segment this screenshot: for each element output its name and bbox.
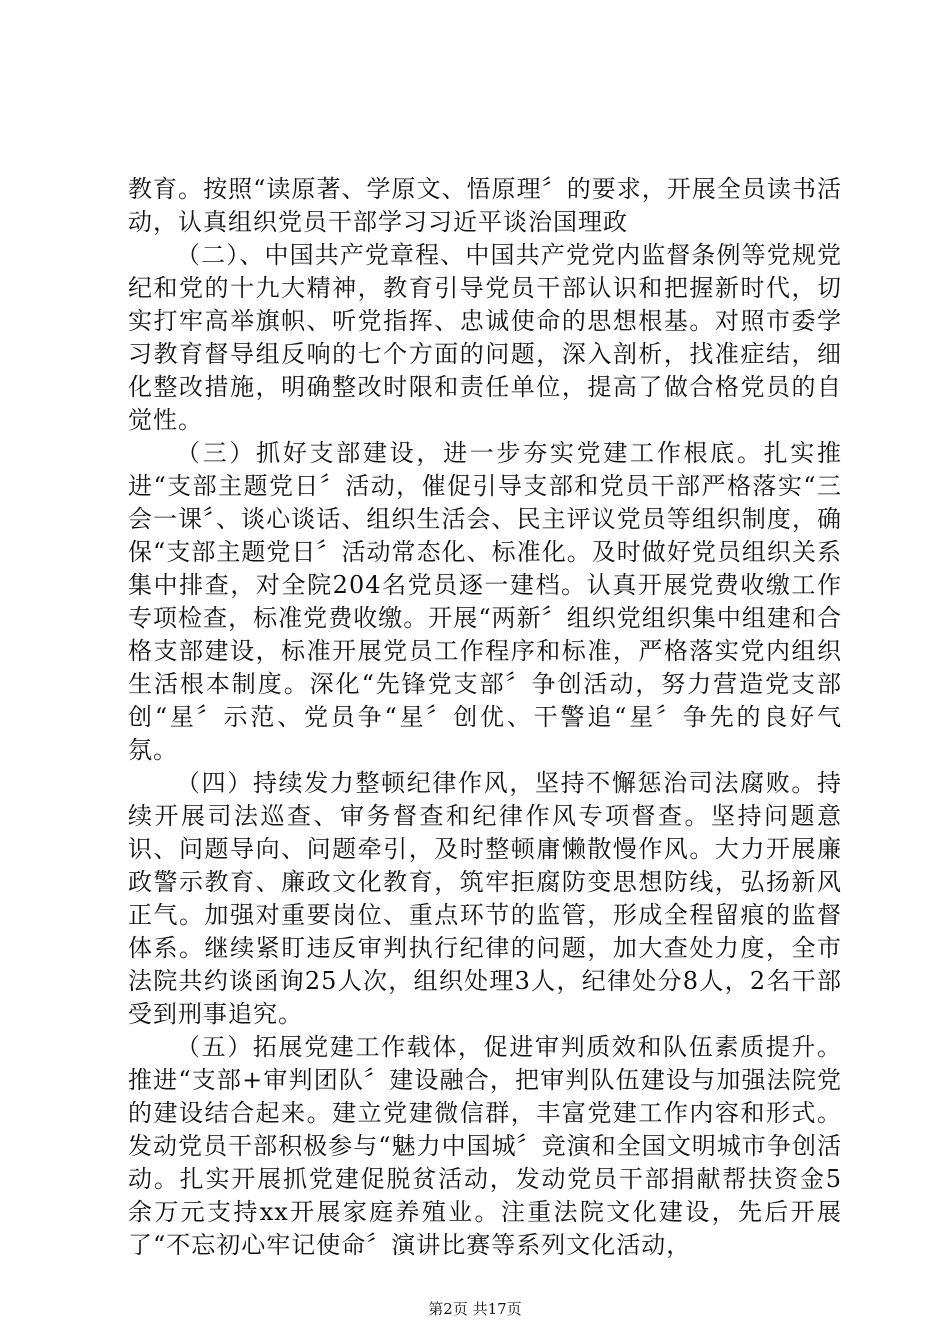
paragraph-section-5: （五）拓展党建工作载体，促进审判质效和队伍素质提升。推进“支部+审判团队〞建设融合，把审判队伍建设与加强法院党的建设结合起来。建立党建微信群，丰富党建工作内容和形式。发动党员干部积极参与“魅力中国城〞竞演和全国文明城市争创活动。扎实开展抓党建促脱贫活动，发动党员干部捐献帮扶资金5余万元支持xx开展家庭养殖业。注重法院文化建设，先后开展了“不忘初心牢记使命〞演讲比赛等系列文化活动， [128, 1033, 842, 1259]
paragraph-section-2: （二）、中国共产党章程、中国共产党党内监督条例等党规党纪和党的十九大精神，教育引导党员干部认识和把握新时代，切实打牢高举旗帜、听党指挥、忠诚使命的思想根基。对照市委学习教育督导组反响的七个方面的问题，深入剖析，找准症结，细化整改措施，明确整改时限和责任单位，提高了做合格党员的自觉性。 [128, 241, 842, 434]
paragraph-section-3: （三）抓好支部建设，进一步夯实党建工作根底。扎实推进“支部主题党日〞活动，催促引导支部和党员干部严格落实“三会一课〞、谈心谈话、组织生活会、民主评议党员等组织制度，确保“支部主题党日〞活动常态化、标准化。及时做好党员组织关系集中排查，对全院204名党员逐一建档。认真开展党费收缴工作专项检查，标准党费收缴。开展“两新〞组织党组织集中组建和合格支部建设，标准开展党员工作程序和标准，严格落实党内组织生活根本制度。深化“先锋党支部〞争创活动，努力营造党支部创“星〞示范、党员争“星〞创优、干警追“星〞争先的良好气氛。 [128, 439, 842, 764]
page-number-footer: 第2页 共17页 [428, 1300, 522, 1318]
document-body [128, 173, 842, 1262]
paragraph-intro: 教育。按照“读原著、学原文、悟原理〞的要求，开展全员读书活动，认真组织党员干部学习习近平谈治国理政 [128, 175, 842, 236]
paragraph-section-4: （四）持续发力整顿纪律作风，坚持不懈惩治司法腐败。持续开展司法巡查、审务督查和纪律作风专项督查。坚持问题意识、问题导向、问题牵引，及时整顿庸懒散慢作风。大力开展廉政警示教育、廉政文化教育，筑牢拒腐防变思想防线，弘扬新风正气。加强对重要岗位、重点环节的监管，形成全程留痕的监督体系。继续紧盯违反审判执行纪律的问题，加大查处力度，全市法院共约谈函询25人次，组织处理3人，纪律处分8人，2名干部受到刑事追究。 [128, 769, 842, 1028]
